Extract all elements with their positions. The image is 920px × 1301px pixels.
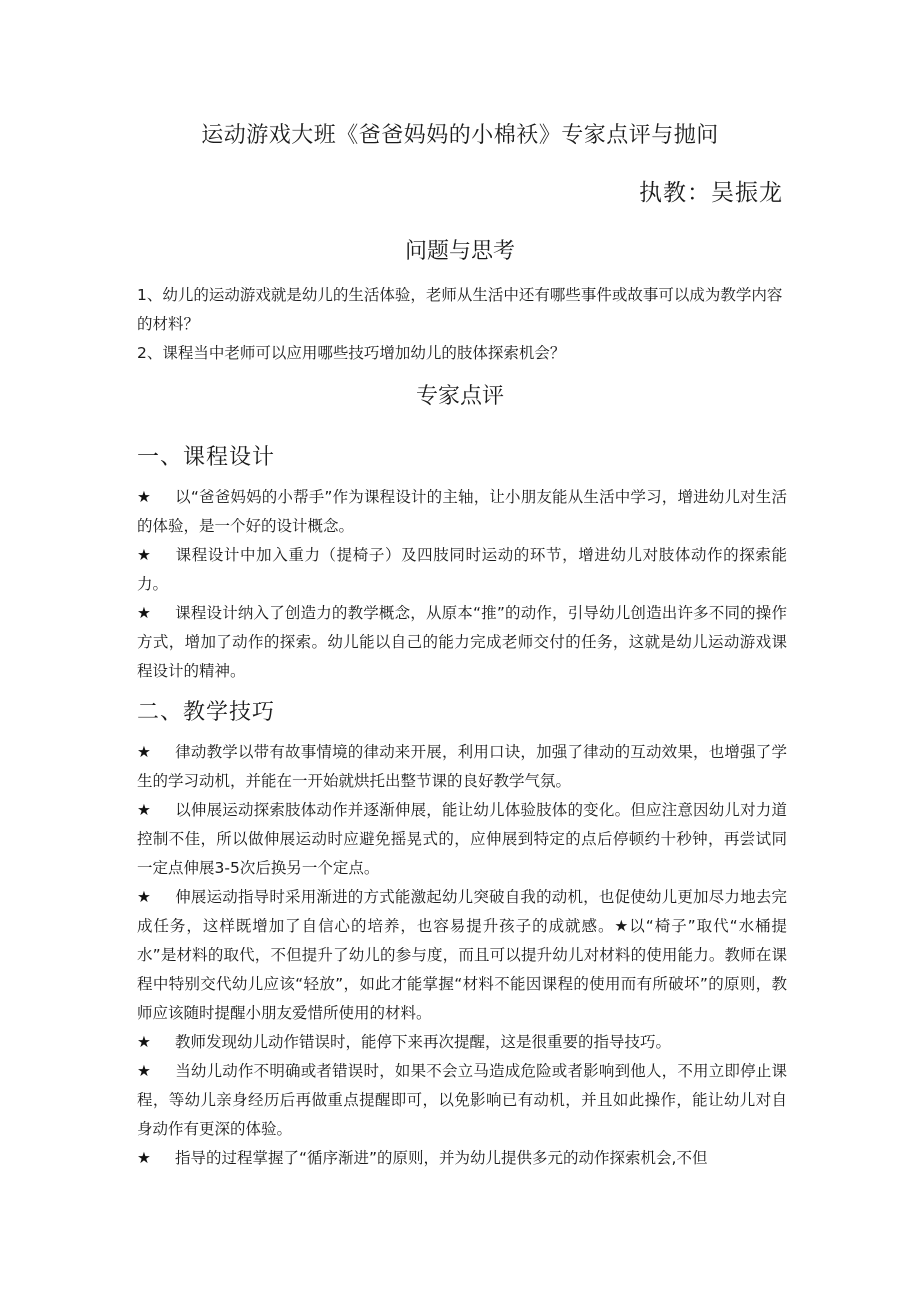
list-item-text: 课程设计纳入了创造力的教学概念，从原本“推”的动作，引导幼儿创造出许多不同的操作方式，增加了动作的探索。幼儿能以自己的能力完成老师交付的任务，这就是幼儿运动游戏课程设计的精神。 <box>137 604 787 680</box>
list-item <box>137 483 787 541</box>
star-bullet-icon: ★ <box>137 1062 151 1080</box>
star-bullet-icon: ★ <box>137 488 151 506</box>
list-item-text: 律动教学以带有故事情境的律动来开展，利用口诀，加强了律动的互动效果，也增强了学生的学习动机，并能在一开始就烘托出整节课的良好教学气氛。 <box>137 743 787 790</box>
list-item <box>137 796 787 883</box>
list-item-text: 以伸展运动探索肢体动作并逐渐伸展，能让幼儿体验肢体的变化。但应注意因幼儿对力道控制不佳，所以做伸展运动时应避免摇晃式的，应伸展到特定的点后停顿约十秒钟，再尝试同一定点伸展3-5次后换另一个定点。 <box>137 801 787 877</box>
document-title: 运动游戏大班《爸爸妈妈的小棉袄》专家点评与抛问 <box>201 123 719 148</box>
star-bullet-icon: ★ <box>137 1149 151 1167</box>
question-2: 2、课程当中老师可以应用哪些技巧增加幼儿的肢体探索机会？ <box>137 344 566 362</box>
star-bullet-icon: ★ <box>137 604 151 622</box>
section-heading-course-design: 一、课程设计 <box>137 445 276 470</box>
list-item <box>137 738 787 796</box>
list-item-text: 课程设计中加入重力（提椅子）及四肢同时运动的环节，增进幼儿对肢体动作的探索能力。 <box>137 546 787 593</box>
list-item <box>137 599 787 686</box>
star-bullet-icon: ★ <box>137 888 151 906</box>
list-item-text: 伸展运动指导时采用渐进的方式能激起幼儿突破自我的动机，也促使幼儿更加尽力地去完成任务，这样既增加了自信心的培养，也容易提升孩子的成就感。★以“椅子”取代“水桶提水”是材料的取代，不但提升了幼儿的参与度，而且可以提升幼儿对材料的使用能力。教师在课程中特别交代幼儿应该“轻放”，如此才能掌握“材料不能因课程的使用而有所破坏”的原则，教师应该随时提醒小朋友爱惜所使用的材料。 <box>137 888 787 1022</box>
teaching-skills-list <box>137 738 787 1173</box>
list-item <box>137 1057 787 1144</box>
question-1: 1、幼儿的运动游戏就是幼儿的生活体验，老师从生活中还有哪些事件或故事可以成为教学内容的材料？ <box>137 286 783 333</box>
teacher-credit: 执教：吴振龙 <box>639 180 783 206</box>
list-item-text: 当幼儿动作不明确或者错误时，如果不会立马造成危险或者影响到他人，不用立即停止课程，等幼儿亲身经历后再做重点提醒即可，以免影响已有动机，并且如此操作，能让幼儿对自身动作有更深的体验。 <box>137 1062 787 1138</box>
star-bullet-icon: ★ <box>137 1033 151 1051</box>
review-heading: 专家点评 <box>415 384 504 409</box>
questions-heading: 问题与思考 <box>404 239 515 264</box>
list-item <box>137 883 787 1028</box>
list-item <box>137 1028 787 1057</box>
list-item-text: 教师发现幼儿动作错误时，能停下来再次提醒，这是很重要的指导技巧。 <box>175 1033 672 1051</box>
star-bullet-icon: ★ <box>137 743 151 761</box>
list-item-text: 以“爸爸妈妈的小帮手”作为课程设计的主轴，让小朋友能从生活中学习，增进幼儿对生活的体验，是一个好的设计概念。 <box>137 488 787 535</box>
list-item <box>137 1144 787 1173</box>
course-design-list <box>137 483 787 686</box>
section-heading-teaching-skills: 二、教学技巧 <box>137 700 276 725</box>
star-bullet-icon: ★ <box>137 546 151 564</box>
list-item-text: 指导的过程掌握了“循序渐进”的原则，并为幼儿提供多元的动作探索机会,不但 <box>175 1149 708 1167</box>
list-item <box>137 541 787 599</box>
star-bullet-icon: ★ <box>137 801 151 819</box>
